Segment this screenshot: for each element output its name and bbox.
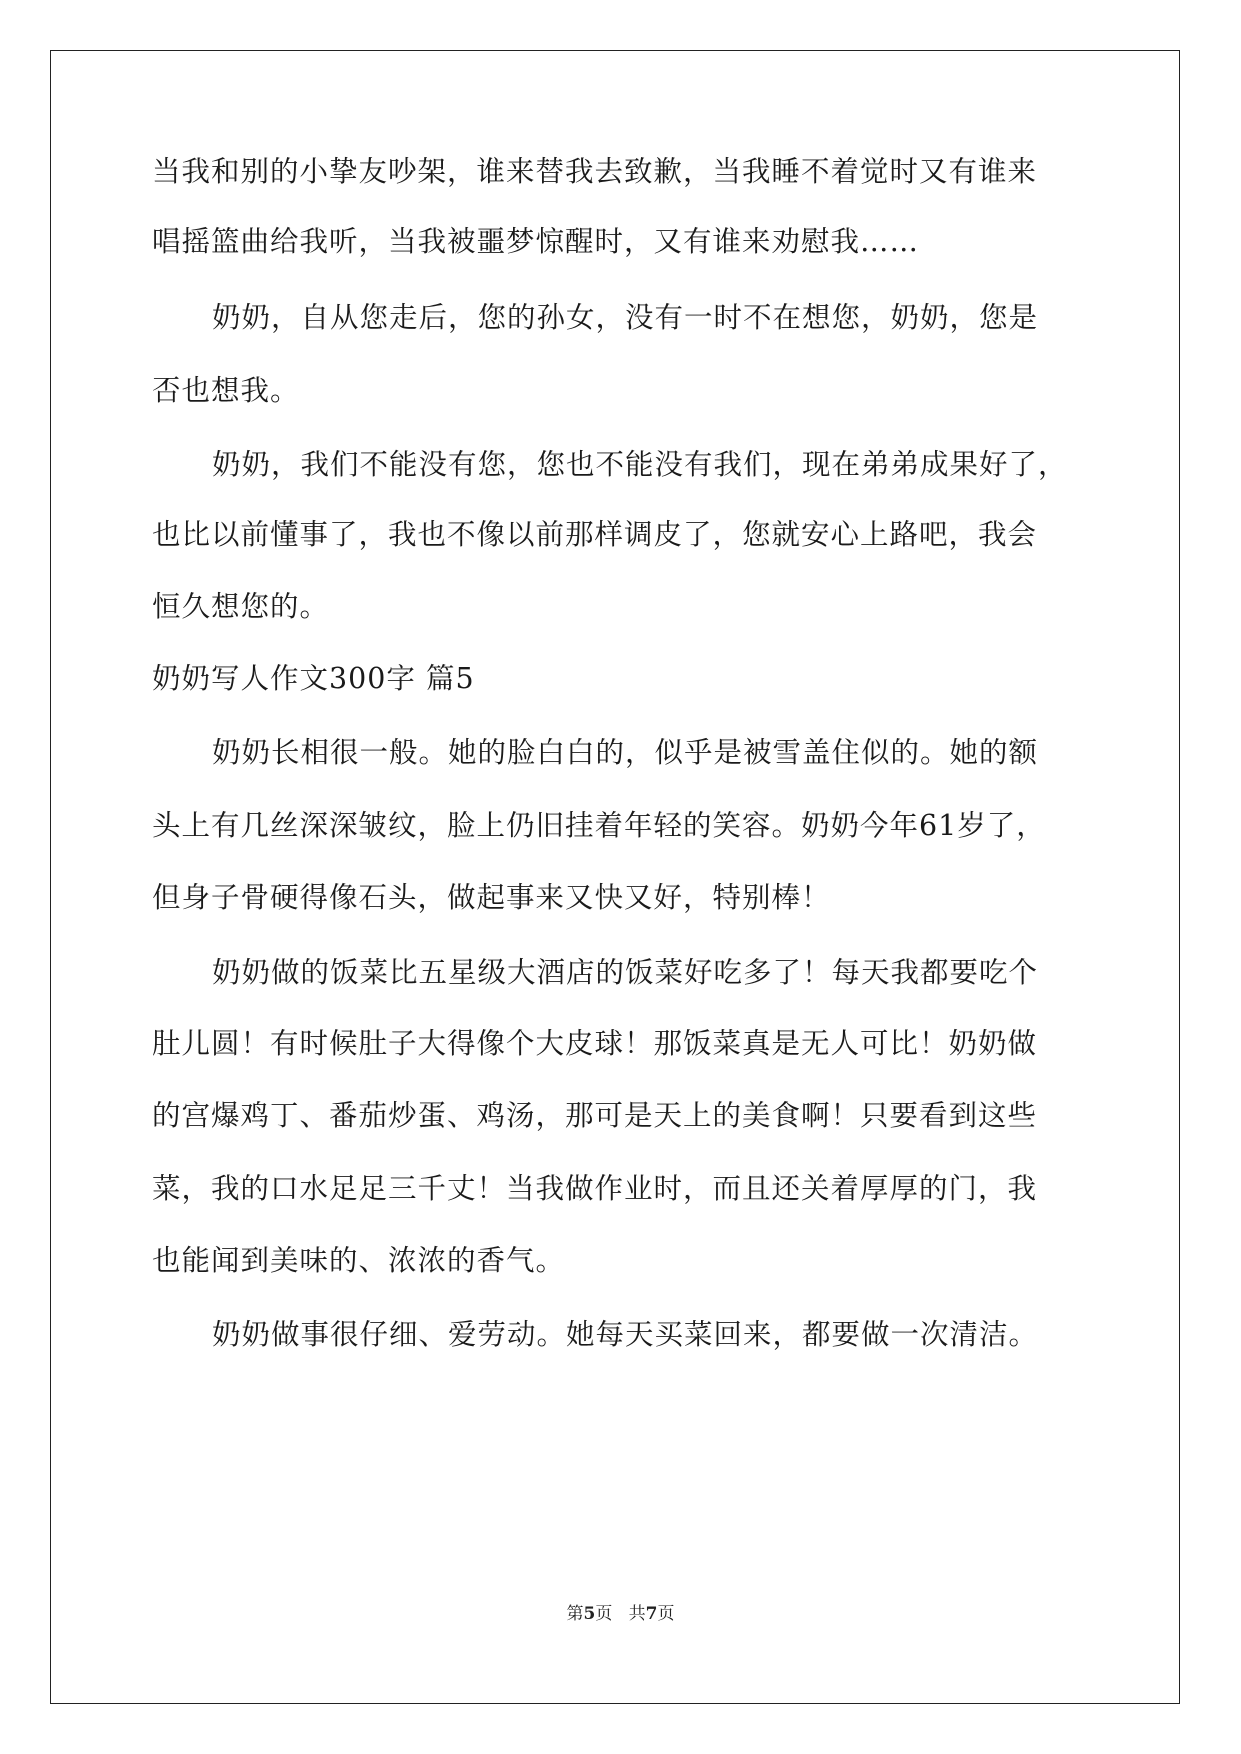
- text-line: 头上有几丝深深皱纹，脸上仍旧挂着年轻的笑容。奶奶今年61岁了，: [152, 809, 1046, 842]
- footer-mid: 页 共: [595, 1604, 646, 1624]
- paragraph-start: 奶奶做的饭菜比五星级大酒店的饭菜好吃多了！每天我都要吃个: [212, 956, 1039, 989]
- footer-total-pages: 7: [645, 1604, 658, 1624]
- text-line: 但身子骨硬得像石头，做起事来又快又好，特别棒！: [152, 881, 831, 914]
- footer-current-page: 5: [583, 1604, 596, 1624]
- text-line: 肚儿圆！有时候肚子大得像个大皮球！那饭菜真是无人可比！奶奶做: [152, 1027, 1038, 1060]
- text-line: 当我和别的小挚友吵架，谁来替我去致歉，当我睡不着觉时又有谁来: [152, 155, 1038, 188]
- footer-prefix: 第: [566, 1604, 584, 1624]
- text-line: 也能闻到美味的、浓浓的香气。: [152, 1244, 566, 1277]
- footer-suffix: 页: [657, 1604, 675, 1624]
- paragraph-start: 奶奶做事很仔细、爱劳动。她每天买菜回来，都要做一次清洁。: [212, 1318, 1039, 1351]
- text-line: 恒久想您的。: [152, 590, 330, 623]
- paragraph-start: 奶奶，我们不能没有您，您也不能没有我们，现在弟弟成果好了，: [212, 448, 1068, 481]
- text-line: 菜，我的口水足足三千丈！当我做作业时，而且还关着厚厚的门，我: [152, 1172, 1038, 1205]
- text-line: 唱摇篮曲给我听，当我被噩梦惊醒时，又有谁来劝慰我……: [152, 225, 920, 258]
- text-line: 的宫爆鸡丁、番茄炒蛋、鸡汤，那可是天上的美食啊！只要看到这些: [152, 1099, 1038, 1132]
- paragraph-start: 奶奶，自从您走后，您的孙女，没有一时不在想您，奶奶，您是: [212, 301, 1039, 334]
- section-heading: 奶奶写人作文300字 篇5: [152, 662, 475, 695]
- text-line: 也比以前懂事了，我也不像以前那样调皮了，您就安心上路吧，我会: [152, 518, 1038, 551]
- page-footer: [0, 1602, 1241, 1626]
- paragraph-start: 奶奶长相很一般。她的脸白白的，似乎是被雪盖住似的。她的额: [212, 736, 1039, 769]
- text-line: 否也想我。: [152, 374, 300, 407]
